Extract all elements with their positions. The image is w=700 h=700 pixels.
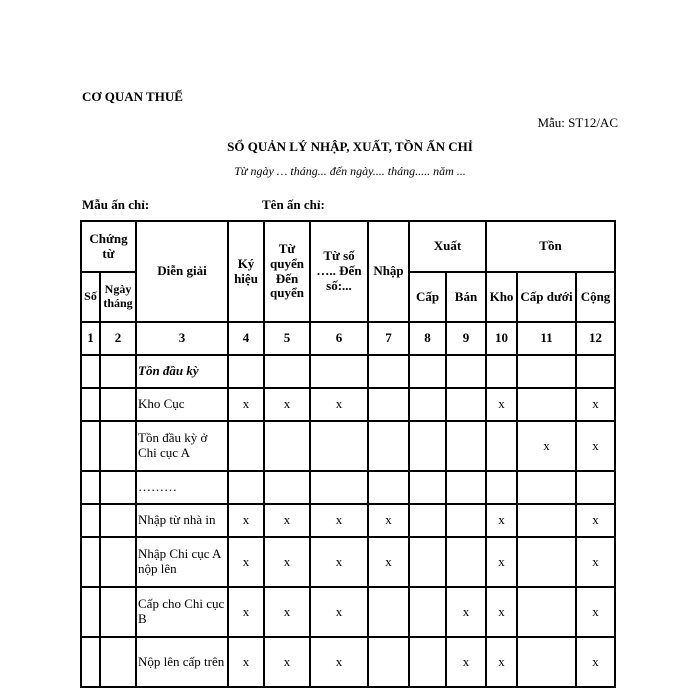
warehouse-cell (486, 355, 517, 388)
lower-level-cell (517, 355, 576, 388)
column-number: 7 (368, 322, 409, 355)
header-export: Xuất (409, 221, 486, 272)
description-cell: Nộp lên cấp trên (136, 637, 228, 687)
voucher-number-cell (81, 355, 100, 388)
header-serial: Từ số ….. Đến số:... (310, 221, 368, 322)
header-warehouse: Kho (486, 272, 517, 322)
import-cell (368, 587, 409, 637)
serial-cell (310, 471, 368, 504)
warehouse-cell (486, 471, 517, 504)
table-row (81, 388, 615, 421)
voucher-number-cell (81, 537, 100, 587)
lower-level-cell: x (517, 421, 576, 471)
total-cell: x (576, 421, 615, 471)
agency-name: CƠ QUAN THUẾ (82, 89, 183, 104)
description-cell: Cấp cho Chi cục B (136, 587, 228, 637)
column-number: 12 (576, 322, 615, 355)
column-number: 3 (136, 322, 228, 355)
header-issue: Cấp (409, 272, 446, 322)
form-name-label: Tên ấn chỉ: (262, 197, 325, 212)
voucher-date-cell (100, 537, 136, 587)
total-cell (576, 355, 615, 388)
issue-cell (409, 421, 446, 471)
import-cell: x (368, 504, 409, 537)
sell-cell: x (446, 637, 486, 687)
voucher-date-cell (100, 637, 136, 687)
voucher-number-cell (81, 637, 100, 687)
warehouse-cell (486, 421, 517, 471)
voucher-number-cell (81, 587, 100, 637)
column-number-row (81, 322, 615, 355)
voucher-date-cell (100, 388, 136, 421)
warehouse-cell: x (486, 637, 517, 687)
issue-cell (409, 388, 446, 421)
book-cell: x (264, 388, 310, 421)
sell-cell (446, 388, 486, 421)
header-voucher: Chứng từ (81, 221, 136, 272)
total-cell: x (576, 504, 615, 537)
description-cell: Tồn đầu kỳ (136, 355, 228, 388)
header-book: Từ quyển Đến quyển (264, 221, 310, 322)
voucher-date-cell (100, 355, 136, 388)
column-number: 10 (486, 322, 517, 355)
sell-cell: x (446, 587, 486, 637)
lower-level-cell (517, 388, 576, 421)
header-number: Số (81, 272, 100, 322)
serial-cell: x (310, 504, 368, 537)
book-cell: x (264, 537, 310, 587)
table-row (81, 504, 615, 537)
import-cell (368, 388, 409, 421)
description-cell: ……… (136, 471, 228, 504)
issue-cell (409, 537, 446, 587)
total-cell: x (576, 637, 615, 687)
book-cell (264, 355, 310, 388)
symbol-cell: x (228, 587, 264, 637)
symbol-cell: x (228, 388, 264, 421)
sell-cell (446, 355, 486, 388)
header-lower-level: Cấp dưới (517, 272, 576, 322)
table-row (81, 587, 615, 637)
column-number: 1 (81, 322, 100, 355)
import-cell (368, 421, 409, 471)
table-row (81, 355, 615, 388)
import-cell: x (368, 537, 409, 587)
table-row (81, 421, 615, 471)
header-symbol: Ký hiệu (228, 221, 264, 322)
issue-cell (409, 587, 446, 637)
lower-level-cell (517, 587, 576, 637)
symbol-cell: x (228, 504, 264, 537)
lower-level-cell (517, 471, 576, 504)
lower-level-cell (517, 637, 576, 687)
table-row (81, 471, 615, 504)
description-cell: Kho Cục (136, 388, 228, 421)
description-cell: Nhập Chi cục A nộp lên (136, 537, 228, 587)
header-total: Cộng (576, 272, 615, 322)
issue-cell (409, 504, 446, 537)
total-cell: x (576, 388, 615, 421)
description-cell: Nhập từ nhà in (136, 504, 228, 537)
column-number: 5 (264, 322, 310, 355)
total-cell (576, 471, 615, 504)
book-cell (264, 421, 310, 471)
sell-cell (446, 421, 486, 471)
date-range-subtitle: Từ ngày … tháng... đến ngày.... tháng..... năm ... (234, 164, 466, 178)
serial-cell: x (310, 587, 368, 637)
symbol-cell (228, 471, 264, 504)
header-balance: Tồn (486, 221, 615, 272)
issue-cell (409, 471, 446, 504)
issue-cell (409, 355, 446, 388)
form-type-label: Mẫu ấn chỉ: (82, 197, 150, 212)
description-cell: Tồn đầu kỳ ở Chi cục A (136, 421, 228, 471)
header-import: Nhập (368, 221, 409, 322)
symbol-cell (228, 355, 264, 388)
lower-level-cell (517, 504, 576, 537)
column-number: 9 (446, 322, 486, 355)
serial-cell: x (310, 637, 368, 687)
import-cell (368, 355, 409, 388)
symbol-cell: x (228, 637, 264, 687)
serial-cell: x (310, 388, 368, 421)
voucher-number-cell (81, 421, 100, 471)
warehouse-cell: x (486, 504, 517, 537)
book-cell: x (264, 637, 310, 687)
voucher-date-cell (100, 421, 136, 471)
symbol-cell: x (228, 537, 264, 587)
total-cell: x (576, 537, 615, 587)
column-number: 6 (310, 322, 368, 355)
table-row (81, 537, 615, 587)
header-row-1 (81, 221, 615, 272)
sell-cell (446, 504, 486, 537)
table-row (81, 637, 615, 687)
voucher-date-cell (100, 471, 136, 504)
column-number: 2 (100, 322, 136, 355)
book-cell: x (264, 587, 310, 637)
header-description: Diễn giải (136, 221, 228, 322)
sell-cell (446, 471, 486, 504)
voucher-number-cell (81, 471, 100, 504)
serial-cell (310, 421, 368, 471)
voucher-number-cell (81, 388, 100, 421)
voucher-date-cell (100, 504, 136, 537)
warehouse-cell: x (486, 587, 517, 637)
voucher-date-cell (100, 587, 136, 637)
import-cell (368, 471, 409, 504)
issue-cell (409, 637, 446, 687)
form-code: Mẫu: ST12/AC (537, 115, 618, 130)
lower-level-cell (517, 537, 576, 587)
book-cell (264, 471, 310, 504)
header-date: Ngày tháng (100, 272, 136, 322)
header-sell: Bán (446, 272, 486, 322)
book-cell: x (264, 504, 310, 537)
sell-cell (446, 537, 486, 587)
import-cell (368, 637, 409, 687)
column-number: 4 (228, 322, 264, 355)
ledger-table (80, 220, 616, 688)
page-title: SỔ QUẢN LÝ NHẬP, XUẤT, TỒN ẤN CHỈ (227, 139, 473, 154)
warehouse-cell: x (486, 388, 517, 421)
column-number: 11 (517, 322, 576, 355)
voucher-number-cell (81, 504, 100, 537)
symbol-cell (228, 421, 264, 471)
serial-cell (310, 355, 368, 388)
warehouse-cell: x (486, 537, 517, 587)
serial-cell: x (310, 537, 368, 587)
column-number: 8 (409, 322, 446, 355)
total-cell: x (576, 587, 615, 637)
